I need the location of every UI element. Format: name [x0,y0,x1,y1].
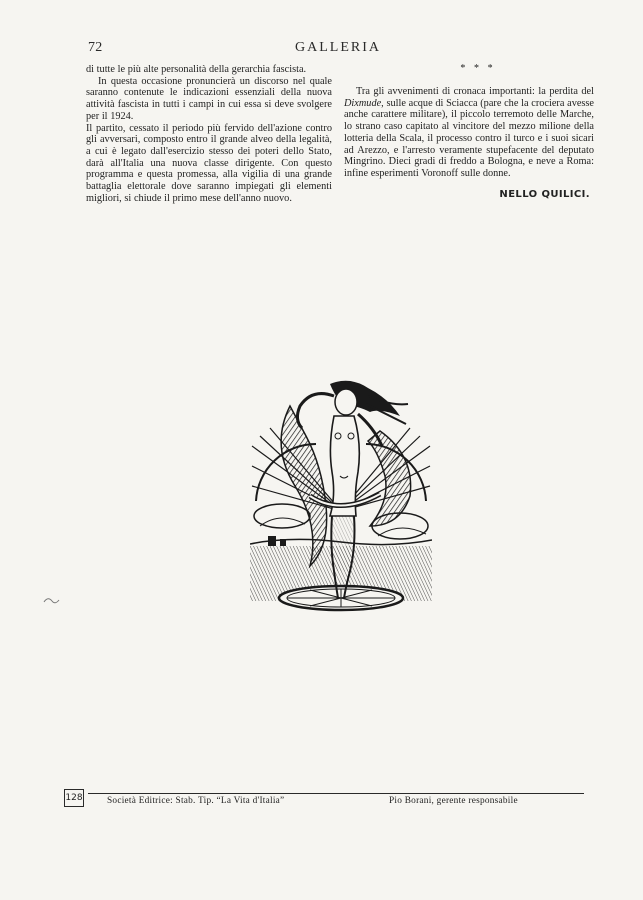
footer-rule [88,793,584,794]
footer-page-box: 128 [64,789,84,807]
woodcut-figure-icon [250,376,432,616]
publisher-credit: Società Editrice: Stab. Tip. “La Vita d'Italia” [107,796,285,806]
page-number: 72 [88,40,103,55]
author-signature: NELLO QUILICI. [499,188,590,200]
right-paragraph-text-start: Tra gli avvenimenti di cronaca importanti: la perdita del [356,86,594,97]
left-text-column [86,64,332,204]
pencil-mark-icon [42,592,62,608]
page-footer [64,788,584,810]
right-paragraph-text-end: sulle acque di Sciacca (pare che la crociera avesse anche carattere militare), il piccolo terremoto delle Marche, lo strano caso capitato al vincitore del mezzo milione della lotteria della Scala, il processo contro il turco e i suoi sicari ad Arezzo, e l'arresto veramente stupefacente del deputato Mingrino. Dieci gradi di freddo a Bologna, e neve a Roma: infine esperimenti Voronoff sulle donne. [344,97,594,179]
left-paragraph-3: Il partito, cessato il periodo più fervido dell'azione contro gli avversari, composto entro il grande alveo della legalità, a cui è legato dall'esercizio stesso dei poteri dello Stato, darà all'Italia una nuova classe dirigente. Con questo programma e questa promessa, alla vigilia di una grande battaglia elettorale dove saranno impiegati gli elementi migliori, si chiude il primo mese dell'anno nuovo. [86,122,332,204]
manager-credit: Pio Borani, gerente responsabile [389,796,518,806]
section-separator: * * * [460,63,496,74]
page-header [88,40,588,62]
running-title: GALLERIA [295,40,381,55]
ship-name-italic: Dixmude, [344,97,384,109]
left-paragraph-1: di tutte le più alte personalità della gerarchia fascista. [86,64,307,75]
left-paragraph-2: In questa occasione pronuncierà un discorso nel quale saranno contenute le indicazioni essenziali della nuova attività fascista in tutti i campi in cui essa si deve svolgere per il 1924. [86,75,332,122]
right-text-column [344,64,594,200]
right-paragraph-1 [344,86,594,180]
